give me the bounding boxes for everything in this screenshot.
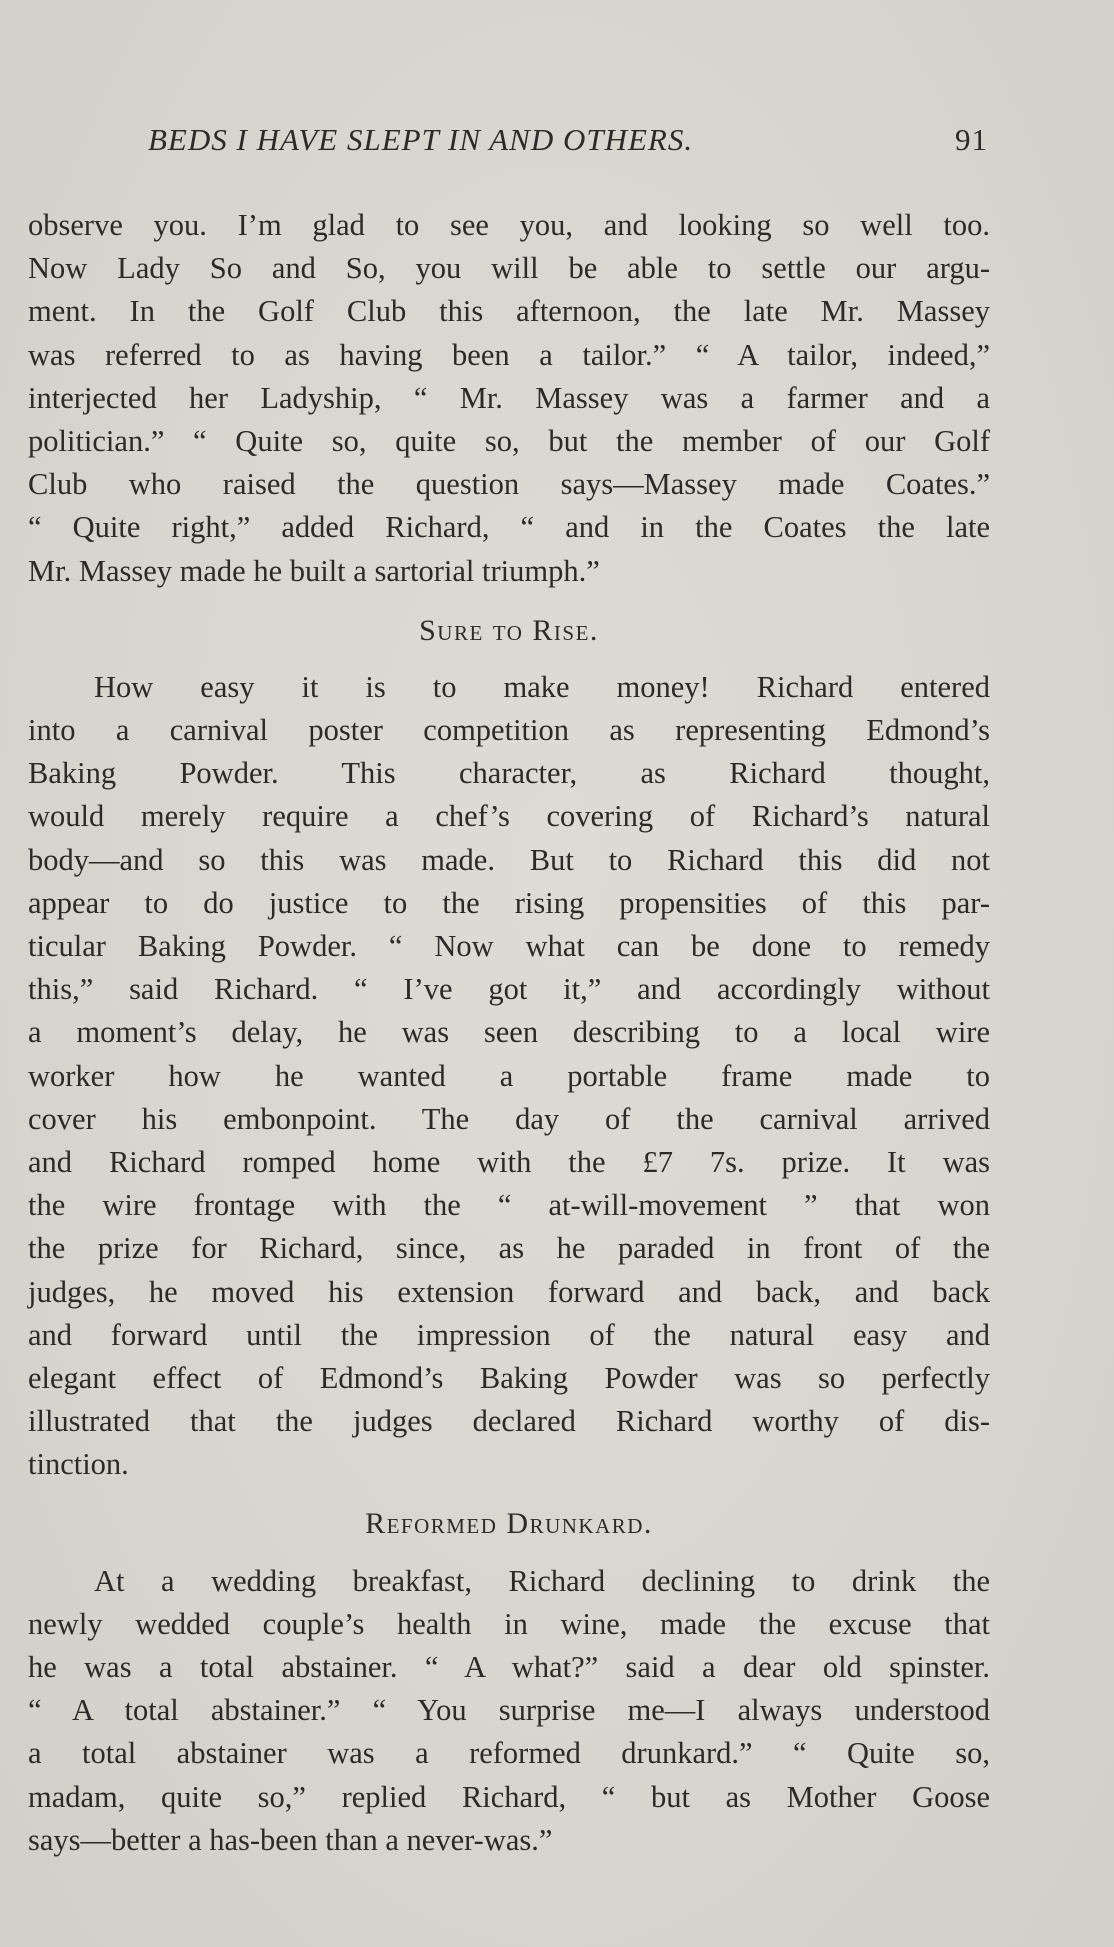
text-line: judges, he moved his extension forward and back, and back <box>28 1274 990 1309</box>
text-line: ment. In the Golf Club this afternoon, the late Mr. Massey <box>28 294 990 329</box>
text-line: interjected her Ladyship, “ Mr. Massey was a farmer and a <box>28 380 990 415</box>
text-line: tinction. <box>28 1447 129 1482</box>
text-line: newly wedded couple’s health in wine, made the excuse that <box>28 1606 990 1641</box>
text-line: the wire frontage with the “ at-will-movement ” that won <box>28 1188 990 1223</box>
text-line: ticular Baking Powder. “ Now what can be done to remedy <box>28 929 990 963</box>
text-line: politician.” “ Quite so, quite so, but the member of our Golf <box>28 423 990 458</box>
section-heading-reformed-drunkard: Reformed Drunkard. <box>365 1507 653 1541</box>
text-line: he was a total abstainer. “ A what?” said a dear old spinster. <box>28 1650 990 1684</box>
text-line: this,” said Richard. “ I’ve got it,” and accordingly without <box>28 972 990 1007</box>
text-line: would merely require a chef’s covering of Richard’s natural <box>28 799 990 834</box>
text-line: At a wedding breakfast, Richard declining to drink the <box>94 1563 990 1598</box>
text-line: was referred to as having been a tailor.” “ A tailor, indeed,” <box>28 337 990 372</box>
text-line: cover his embonpoint. The day of the carnival arrived <box>28 1101 990 1136</box>
text-line: into a carnival poster competition as representing Edmond’s <box>28 713 990 748</box>
text-line: elegant effect of Edmond’s Baking Powder was so perfectly <box>28 1360 990 1395</box>
text-line: observe you. I’m glad to see you, and looking so well too. <box>28 208 990 242</box>
running-head <box>148 122 988 166</box>
section-heading-sure-to-rise: Sure to Rise. <box>419 613 599 647</box>
text-line: worker how he wanted a portable frame made to <box>28 1058 990 1093</box>
text-line: Baking Powder. This character, as Richard thought, <box>28 756 990 791</box>
paragraph-sure-to-rise <box>28 666 990 1487</box>
text-line: and forward until the impression of the natural easy and <box>28 1317 990 1352</box>
text-line: a total abstainer was a reformed drunkard.” “ Quite so, <box>28 1736 990 1771</box>
body-text <box>28 204 990 1862</box>
paragraph-reformed-drunkard <box>28 1560 990 1862</box>
text-line: madam, quite so,” replied Richard, “ but as Mother Goose <box>28 1779 990 1814</box>
text-line: How easy it is to make money! Richard entered <box>94 669 990 704</box>
text-line: Club who raised the question says—Massey made Coates.” <box>28 467 990 502</box>
text-line: illustrated that the judges declared Richard worthy of dis- <box>28 1404 990 1439</box>
text-line: “ Quite right,” added Richard, “ and in the Coates the late <box>28 510 990 545</box>
paragraph-argument <box>28 204 990 593</box>
running-head-title: BEDS I HAVE SLEPT IN AND OTHERS. <box>148 122 694 157</box>
text-line: a moment’s delay, he was seen describing to a local wire <box>28 1015 990 1050</box>
text-line: appear to do justice to the rising propensities of this par- <box>28 885 990 920</box>
text-line: the prize for Richard, since, as he paraded in front of the <box>28 1231 990 1266</box>
text-line: Now Lady So and So, you will be able to settle our argu- <box>28 251 990 286</box>
page-number: 91 <box>955 122 988 157</box>
text-line: says—better a has-been than a never-was.” <box>28 1822 553 1857</box>
text-line: “ A total abstainer.” “ You surprise me—I always understood <box>28 1693 990 1728</box>
text-line: and Richard romped home with the £7 7s. prize. It was <box>28 1144 990 1179</box>
text-line: Mr. Massey made he built a sartorial triumph.” <box>28 553 600 588</box>
text-line: body—and so this was made. But to Richard this did not <box>28 842 990 877</box>
